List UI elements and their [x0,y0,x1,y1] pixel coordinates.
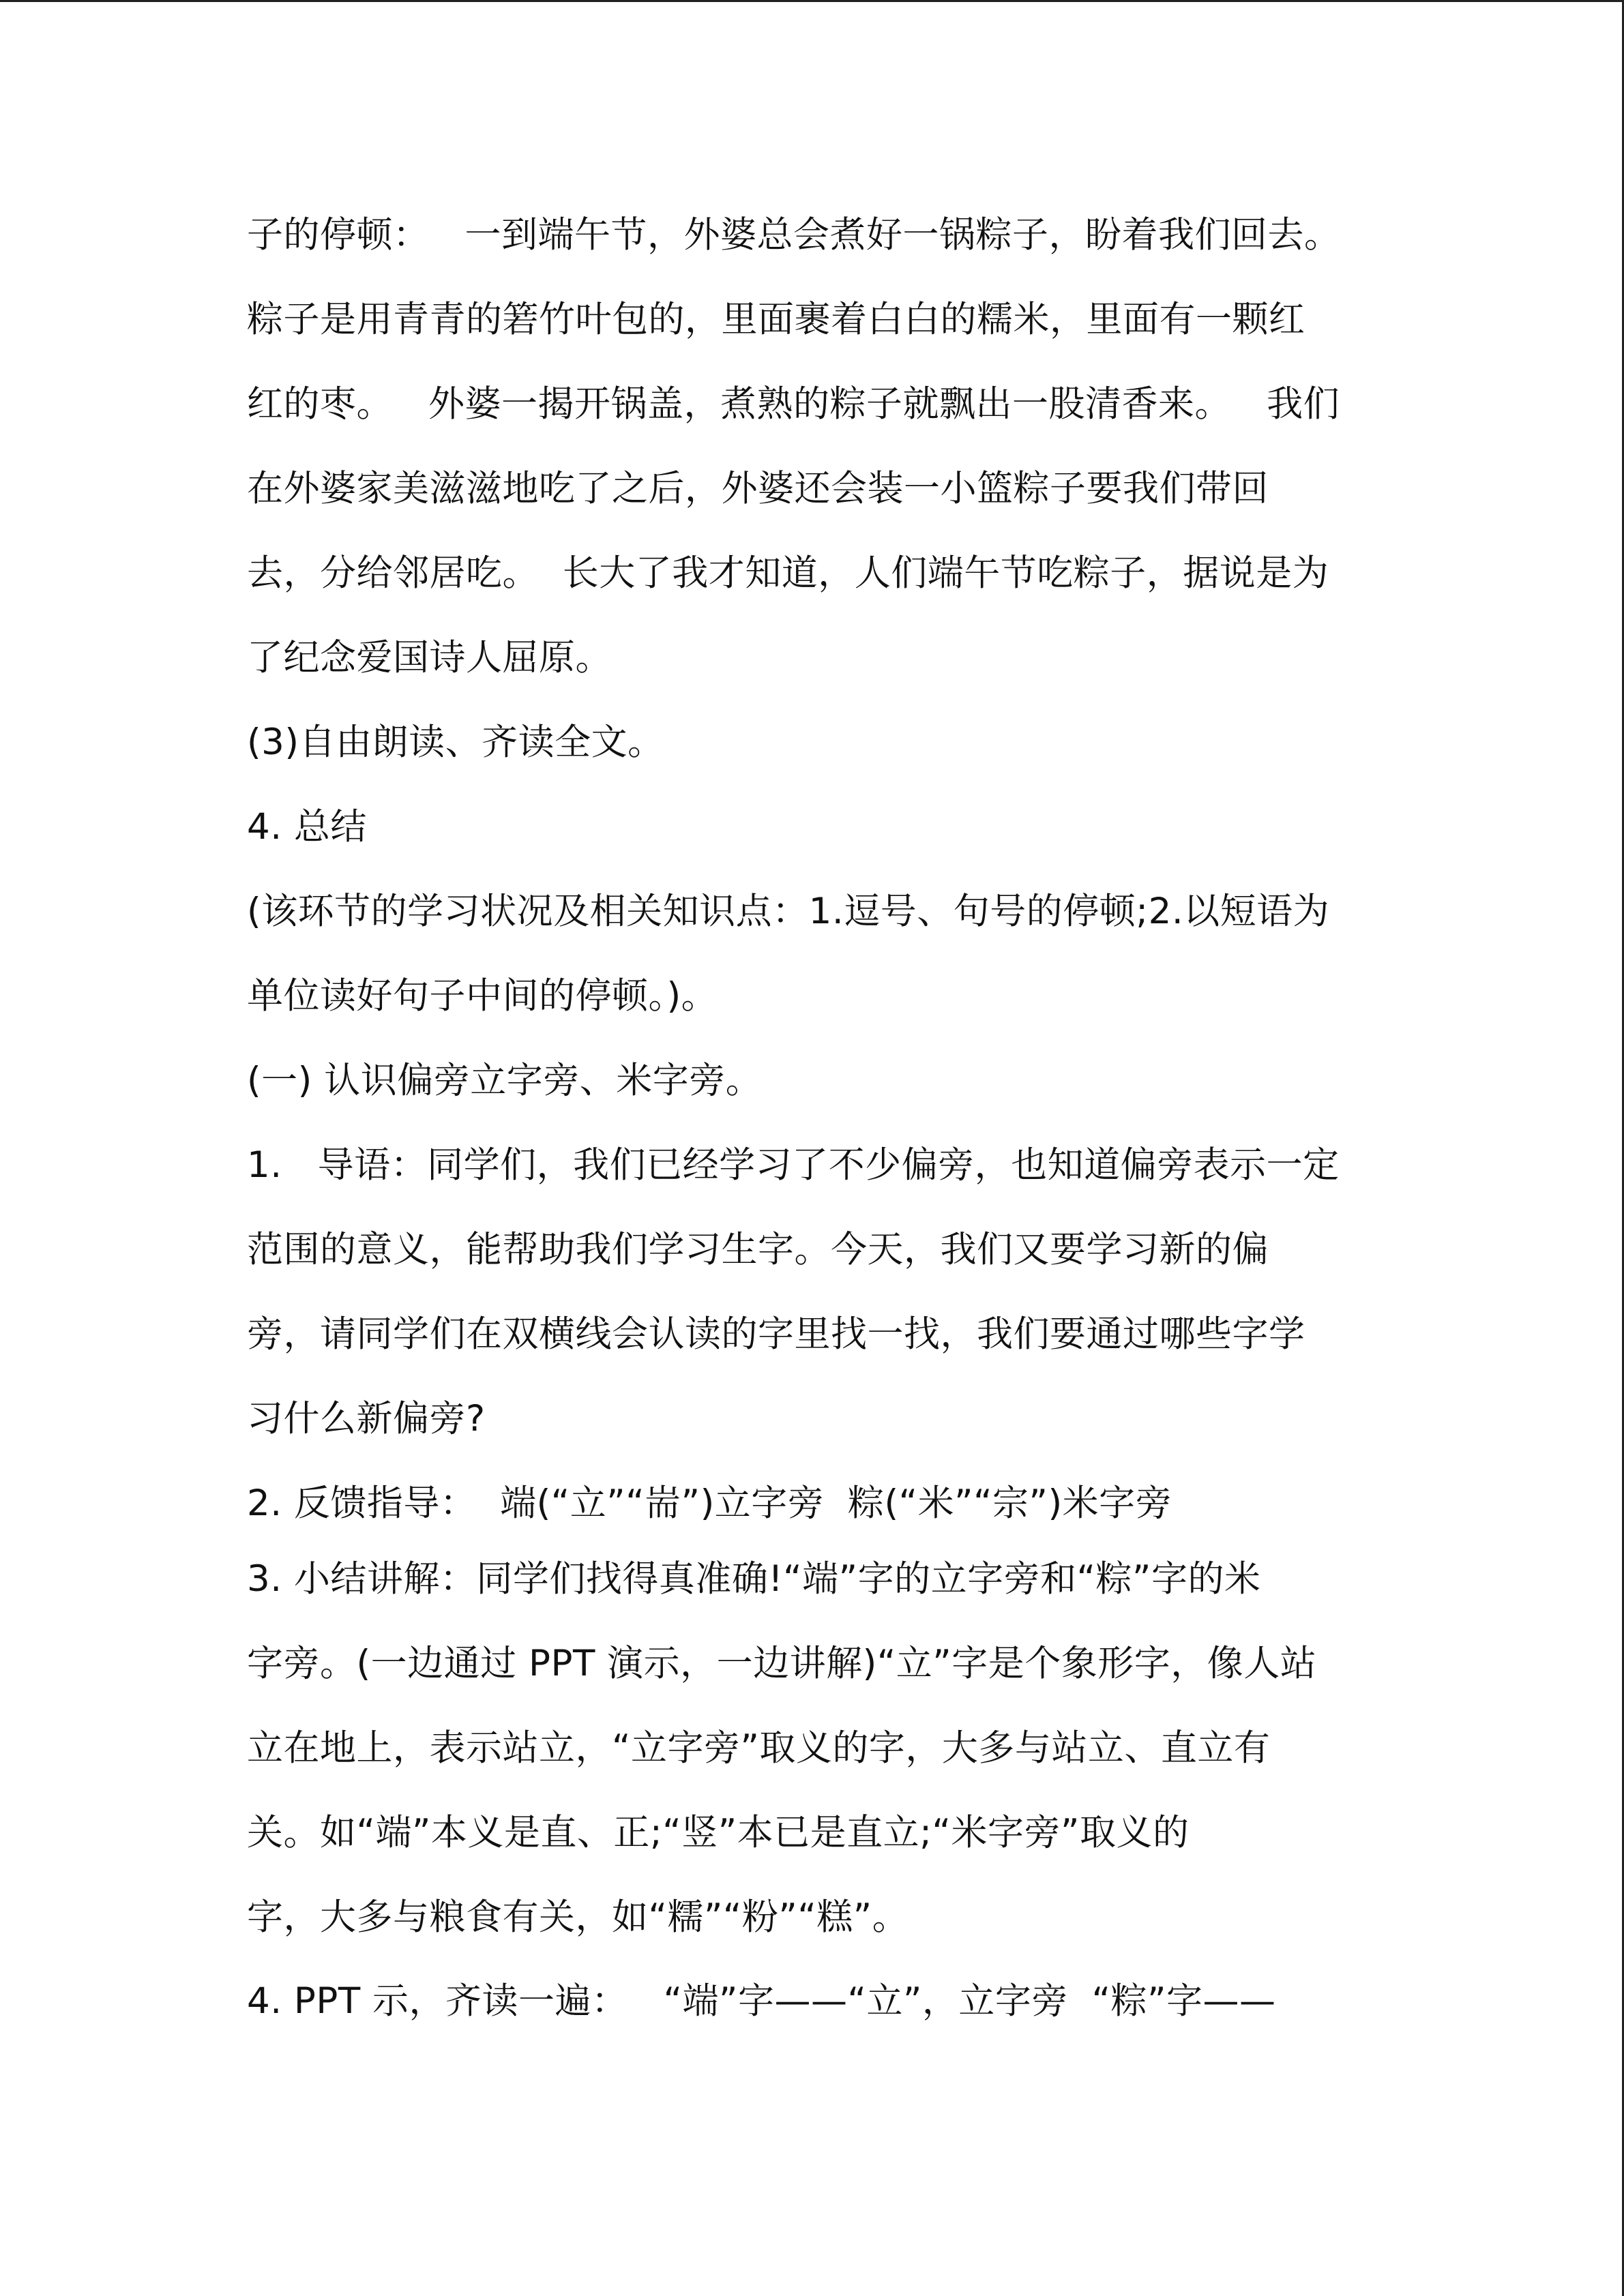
text-line: 习什么新偏旁? [247,1398,486,1440]
text-line: (3)自由朗读、齐读全文。 [247,721,664,763]
text-line: 4. PPT 示，齐读一遍： “端”字——“立”，立字旁 “粽”字—— [247,1980,1276,2022]
section-heading: 4. 总结 [247,806,367,848]
text-line: 单位读好句子中间的停顿。)。 [247,975,718,1017]
text-line: 粽子是用青青的箬竹叶包的，里面裹着白白的糯米，里面有一颗红 [247,299,1305,340]
text-line: 字旁。(一边通过 PPT 演示，一边讲解)“立”字是个象形字，像人站 [247,1643,1317,1684]
text-line: 2. 反馈指导： 端(“立”“耑”)立字旁 粽(“米”“宗”)米字旁 [247,1482,1172,1524]
text-line: 去，分给邻居吃。 长大了我才知道，人们端午节吃粽子，据说是为 [247,552,1329,594]
text-line: 范围的意义，能帮助我们学习生字。今天，我们又要学习新的偏 [247,1229,1269,1270]
text-line: 3. 小结讲解：同学们找得真准确!“端”字的立字旁和“粽”字的米 [247,1558,1261,1600]
text-line: 旁，请同学们在双横线会认读的字里找一找，我们要通过哪些字学 [247,1313,1305,1355]
text-line: 1. 导语：同学们，我们已经学习了不少偏旁，也知道偏旁表示一定 [247,1144,1340,1186]
text-line: 子的停顿： 一到端午节，外婆总会煮好一锅粽子，盼着我们回去。 [247,214,1341,256]
section-heading: (一) 认识偏旁立字旁、米字旁。 [247,1060,763,1101]
text-line: (该环节的学习状况及相关知识点：1.逗号、句号的停顿;2.以短语为 [247,891,1330,932]
text-line: 立在地上，表示站立，“立字旁”取义的字，大多与站立、直立有 [247,1727,1271,1769]
text-line: 关。如“端”本义是直、正;“竖”本已是直立;“米字旁”取义的 [247,1812,1190,1853]
text-line: 红的枣。 外婆一揭开锅盖，煮熟的粽子就飘出一股清香来。 我们 [247,383,1340,425]
text-line: 在外婆家美滋滋地吃了之后，外婆还会装一小篮粽子要我们带回 [247,468,1269,509]
text-line: 字，大多与粮食有关，如“糯”“粉”“糕”。 [247,1896,909,1938]
text-line: 了纪念爱国诗人屈原。 [247,637,612,679]
